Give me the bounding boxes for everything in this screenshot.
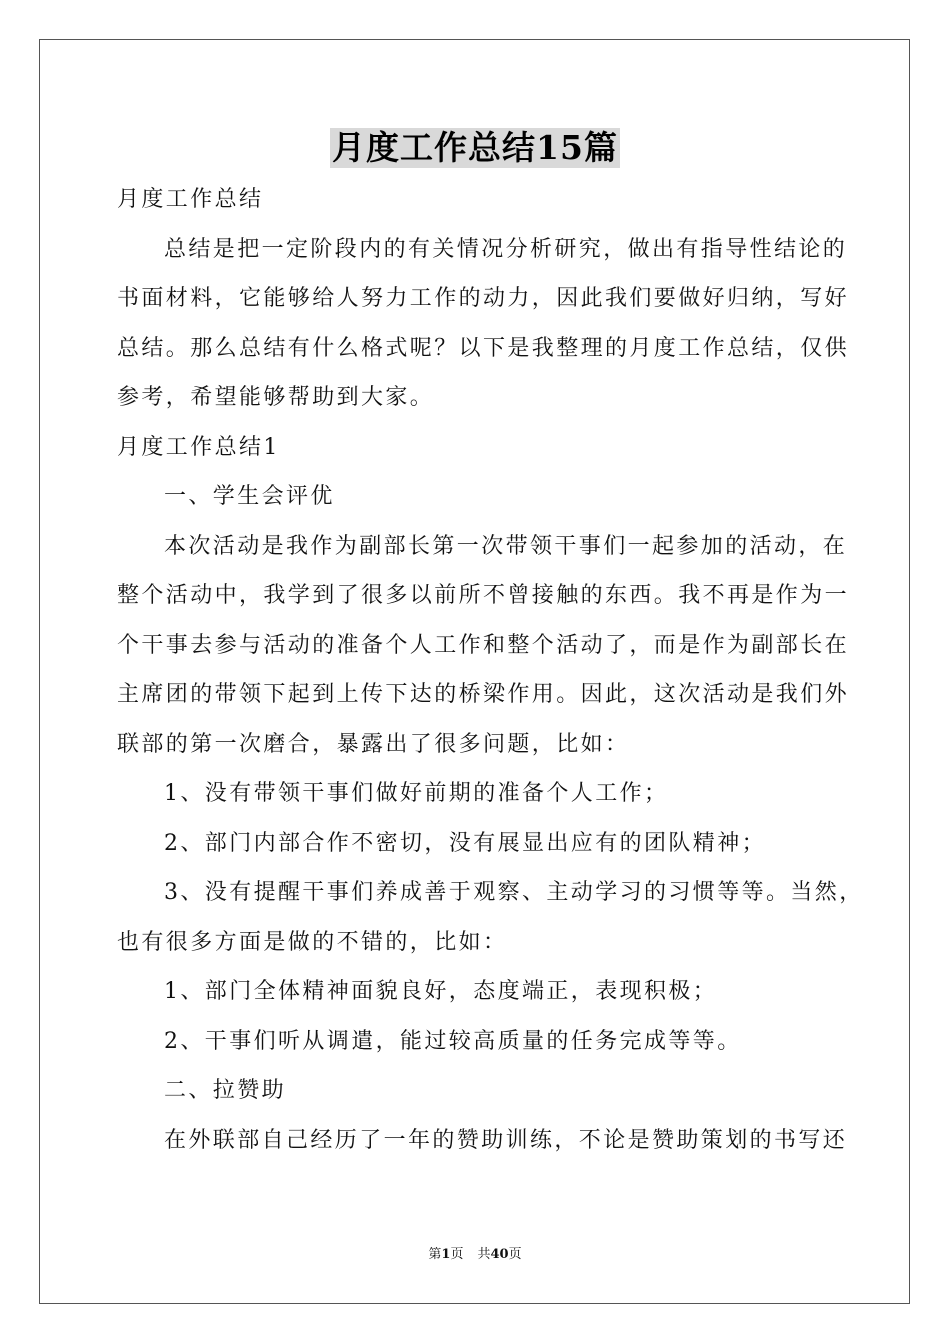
page-prefix: 第 [428, 1247, 442, 1262]
total-prefix: 共 [477, 1247, 491, 1262]
text-line: 月度工作总结 [117, 187, 264, 212]
page-number: 1 [441, 1247, 451, 1262]
text-line: 总结。那么总结有什么格式呢？以下是我整理的月度工作总结，仅供 [117, 335, 850, 361]
page-suffix: 页 [450, 1247, 464, 1262]
text-line: 在外联部自己经历了一年的赞助训练，不论是赞助策划的书写还 [164, 1127, 848, 1153]
text-line: 一、学生会评优 [164, 484, 335, 509]
total-suffix: 页 [508, 1247, 522, 1262]
text-line: 二、拉赞助 [164, 1078, 287, 1103]
text-line: 书面材料，它能够给人努力工作的动力，因此我们要做好归纳，写好 [117, 286, 850, 311]
text-line: 也有很多方面是做的不错的，比如： [117, 929, 508, 955]
text-line: 2、部门内部合作不密切，没有展显出应有的团队精神； [164, 830, 766, 856]
document-body [117, 175, 864, 1165]
document-title: 月度工作总结15篇 [332, 128, 618, 167]
text-line: 联部的第一次磨合，暴露出了很多问题，比如： [117, 731, 630, 757]
text-line: 主席团的带领下起到上传下达的桥梁作用。因此，这次活动是我们外 [117, 682, 850, 707]
text-line: 1、没有带领干事们做好前期的准备个人工作； [164, 781, 669, 806]
title-container [0, 128, 950, 168]
text-line: 本次活动是我作为副部长第一次带领干事们一起参加的活动，在 [164, 533, 848, 559]
text-line: 3、没有提醒干事们养成善于观察、主动学习的习惯等等。当然， [164, 880, 864, 905]
total-pages: 40 [490, 1247, 509, 1262]
text-line: 整个活动中，我学到了很多以前所不曾接触的东西。我不再是作为一 [117, 583, 850, 608]
text-line: 月度工作总结1 [117, 434, 280, 460]
text-line: 参考，希望能够帮助到大家。 [117, 385, 435, 410]
text-line: 2、干事们听从调遣，能过较高质量的任务完成等等。 [164, 1028, 742, 1054]
text-line: 总结是把一定阶段内的有关情况分析研究，做出有指导性结论的 [164, 236, 848, 262]
page-footer [0, 1246, 950, 1264]
text-line: 个干事去参与活动的准备个人工作和整个活动了，而是作为副部长在 [117, 632, 850, 658]
text-line: 1、部门全体精神面貌良好，态度端正，表现积极； [164, 979, 718, 1004]
